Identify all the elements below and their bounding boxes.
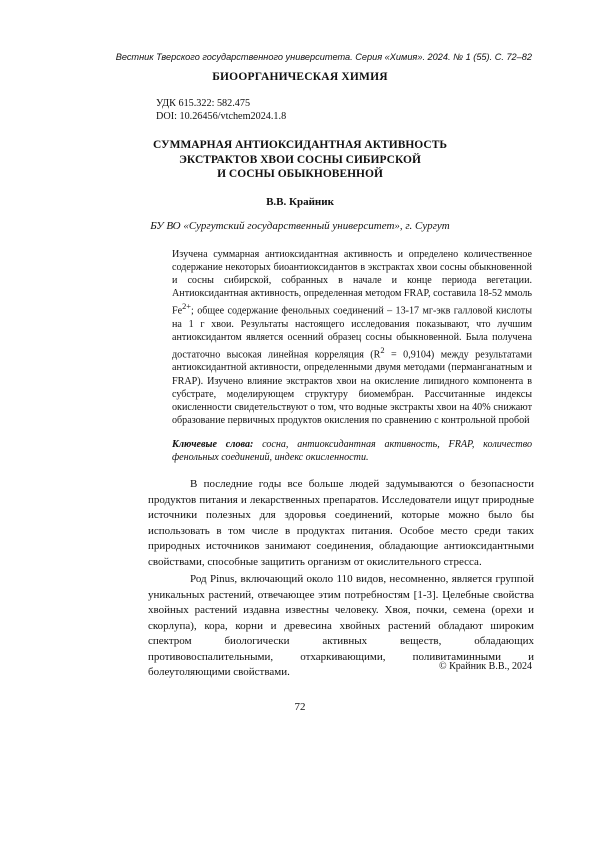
paragraph: Род Pinus, включающий около 110 видов, несомненно, является группой уникальных растений, отвечающее этим потребностям [1-3]. Целебные свойства хвойных растений издавна известны человеку. Хвоя, почки, семена (орехи и скорлупа), кора, корни и древесина хвойных растений обладают широким спектром биологически активных веществ, обладающих противовоспалительными, отхаркивающими, поливитаминными и болеутоляющими свойствами. [148,573,534,678]
title-line: И СОСНЫ ОБЫКНОВЕННОЙ [217,168,383,180]
abstract [172,248,532,427]
abstract-text: Изучена суммарная антиоксидантная активность и определено количественное содержание некоторых биоантиоксидантов в экстрактах хвои сосны обыкновенной и сосны сибирской, собранных в начале и конце периода вегетации. Антиоксидантная активность, определенная методом FRAP, составила 18-52 ммоль Fe [172,249,532,317]
author-affiliation: БУ ВО «Сургутский государственный университет», г. Сургут [150,220,450,232]
author-name: В.В. Крайник [266,196,334,208]
keywords-text: сосна, антиоксидантная активность, FRAP, количество фенольных соединений, индекс окисленности. [172,439,532,464]
running-head: Вестник Тверского государственного университета. Серия «Химия». 2024. № 1 (55). С. 72–82 [115,52,532,62]
keywords [172,438,532,464]
paragraph: В последние годы все больше людей задумываются о безопасности продуктов питания и лекарственных препаратов. Исследователи ищут природные источники полезных для здоровья соединений, которые можно было бы использовать в том числе в продуктах питания. Особое место среди таких природных источников занимают соединения, обладающие антиоксидантными свойствами, способные защитить организм от окислительного стресса. [148,478,534,568]
copyright: © Крайник В.В., 2024 [439,661,532,672]
keywords-label: Ключевые слова: [172,439,254,450]
abstract-text: = 0,9104) между результатами антиоксидантной активности, определенными двумя методами (перманганатным и FRAP). Изучено влияние экстрактов хвои на окисление липидного компонента в субстрате, моделирующем структуру биомембран. Рассчитанные индексы окисленности свидетельствуют о том, что водные экстракты хвои на 40% снижают образование первичных продуктов окисления по сравнению с контрольной пробой [172,349,532,426]
abstract-text: ; общее содержание фенольных соединений – 13-17 мг-экв галловой кислоты на 1 г хвои. Результаты настоящего исследования показывают, что лучшим антиоксидантом является осенний образец сосны обыкновенной. Была получена достаточно высокая линейная корреляция (R [172,305,532,361]
title-line: СУММАРНАЯ АНТИОКСИДАНТНАЯ АКТИВНОСТЬ [153,139,447,151]
superscript: 2+ [182,302,192,312]
article-title [130,138,470,182]
superscript: 2 [380,346,385,356]
title-line: ЭКСТРАКТОВ ХВОИ СОСНЫ СИБИРСКОЙ [179,153,421,166]
section-heading: БИООРГАНИЧЕСКАЯ ХИМИЯ [212,71,388,83]
article-identifiers [156,98,286,123]
udc-code: УДК 615.322: 582.475 [156,98,251,109]
page-number: 72 [294,701,306,713]
doi: DOI: 10.26456/vtchem2024.1.8 [156,110,287,122]
body-text [148,477,534,683]
